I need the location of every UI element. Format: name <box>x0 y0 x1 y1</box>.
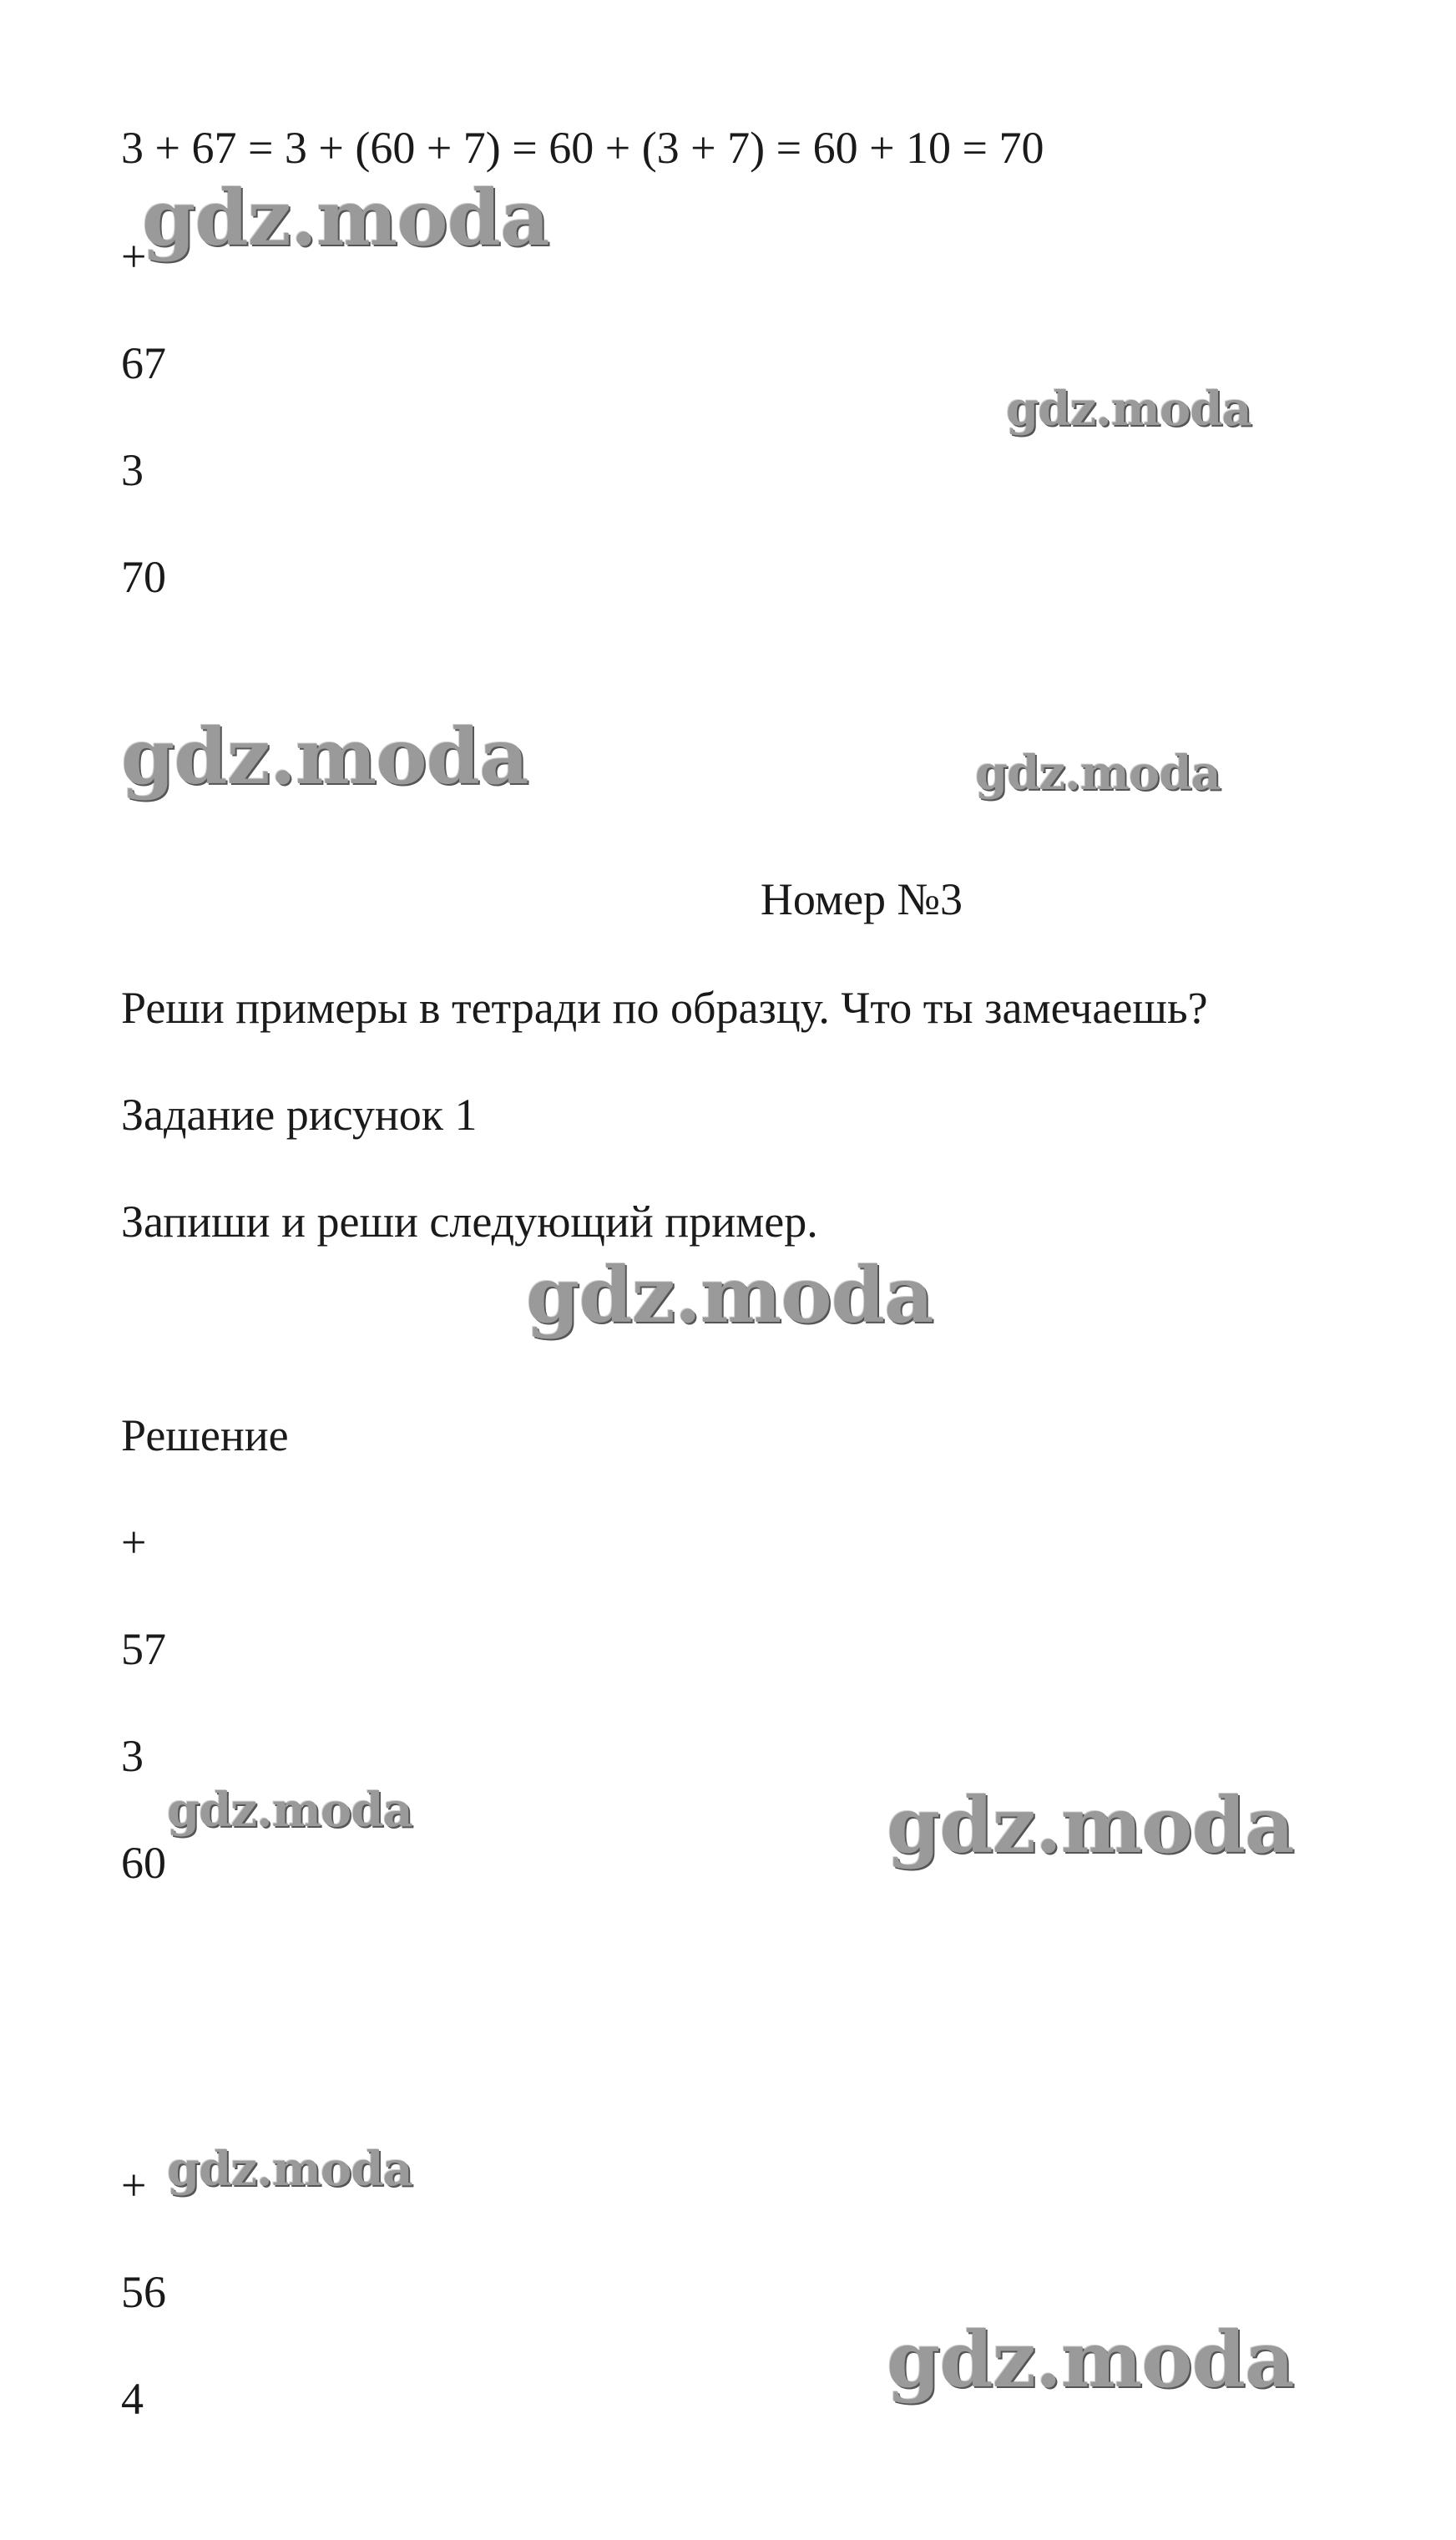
watermark: gdz.moda <box>975 746 1221 801</box>
column3-addend-b: 4 <box>121 2374 144 2424</box>
column1-addend-b: 3 <box>121 445 144 495</box>
watermark: gdz.moda <box>887 1780 1294 1870</box>
column2-addend-a: 57 <box>121 1624 166 1674</box>
task-text: Реши примеры в тетради по образцу. Что ты замечаешь? <box>121 983 1208 1033</box>
column2-addend-b: 3 <box>121 1731 144 1781</box>
equation-line: 3 + 67 = 3 + (60 + 7) = 60 + (3 + 7) = 60 + 10 = 70 <box>121 123 1044 173</box>
column2-result: 60 <box>121 1838 166 1888</box>
watermark: gdz.moda <box>887 2315 1294 2405</box>
watermark: gdz.moda <box>167 1783 412 1838</box>
watermark: gdz.moda <box>526 1250 933 1340</box>
column1-plus-sign: + <box>121 231 147 281</box>
column3-plus-sign: + <box>121 2160 147 2210</box>
task-figure-label: Задание рисунок 1 <box>121 1090 478 1140</box>
watermark: gdz.moda <box>167 2142 412 2197</box>
solution-label: Решение <box>121 1410 289 1460</box>
column2-plus-sign: + <box>121 1517 147 1567</box>
watermark: gdz.moda <box>121 711 528 802</box>
task-next: Запиши и реши следующий пример. <box>121 1197 818 1247</box>
watermark: gdz.moda <box>1006 382 1251 437</box>
watermark: gdz.moda <box>142 173 549 263</box>
section-heading: Номер №3 <box>760 874 963 924</box>
column1-result: 70 <box>121 552 166 602</box>
column3-addend-a: 56 <box>121 2267 166 2317</box>
column1-addend-a: 67 <box>121 338 166 388</box>
